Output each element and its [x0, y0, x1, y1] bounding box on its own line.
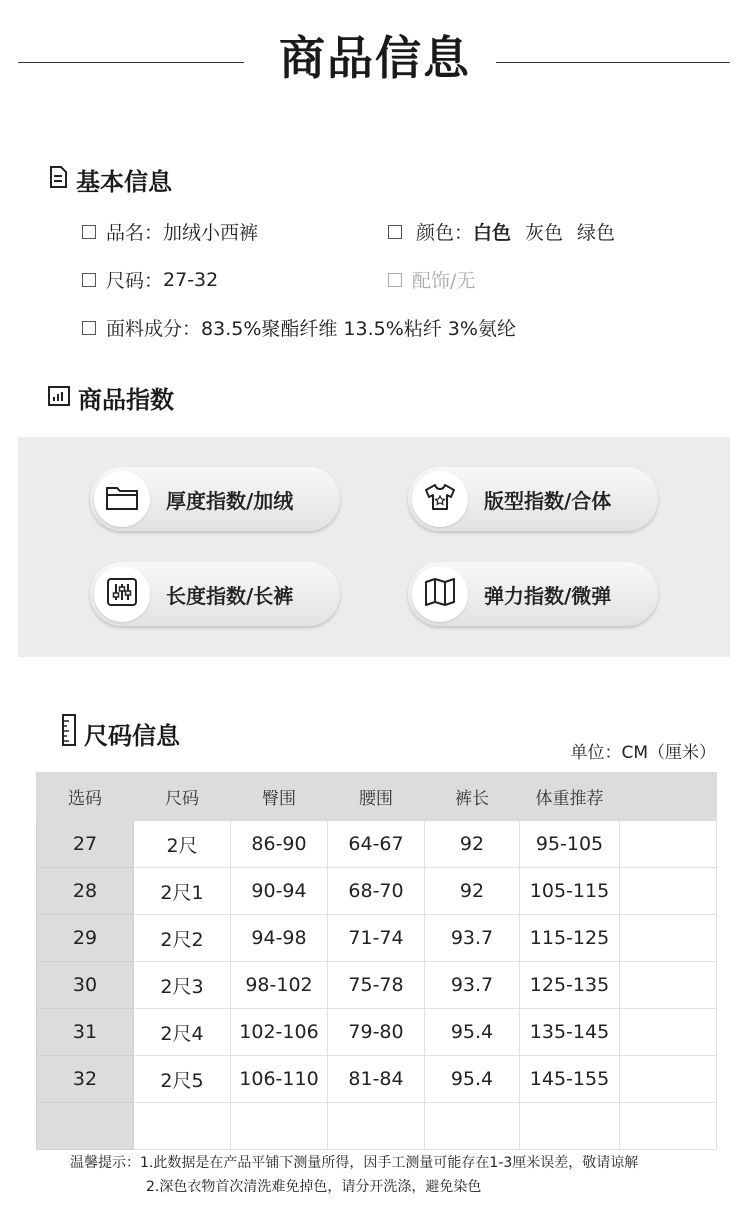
- column-header: 臀围: [231, 773, 328, 821]
- table-cell: 64-67: [328, 821, 425, 868]
- size-value: 27-32: [163, 268, 219, 291]
- table-cell: 95-105: [520, 821, 620, 868]
- table-cell: [620, 1056, 717, 1103]
- column-header: 尺码: [134, 773, 231, 821]
- unit-label: 单位：CM（厘米）: [570, 743, 716, 763]
- table-cell: 79-80: [328, 1009, 425, 1056]
- table-cell: 2尺1: [134, 868, 231, 915]
- fabric-value: 83.5%聚酯纤维 13.5%粘纤 3%氨纶: [201, 318, 516, 340]
- fabric-label: 面料成分：: [106, 318, 202, 340]
- table-cell: 29: [37, 915, 134, 962]
- table-cell: [328, 1103, 425, 1150]
- table-row: [37, 821, 717, 868]
- table-cell: [620, 1103, 717, 1150]
- table-cell: 68-70: [328, 868, 425, 915]
- elasticity-index-pill: [408, 562, 658, 626]
- table-cell: 135-145: [520, 1009, 620, 1056]
- table-cell: [620, 821, 717, 868]
- thickness-index-pill: [90, 467, 340, 531]
- product-index-heading: [48, 380, 174, 415]
- color-label: 颜色：: [416, 222, 474, 244]
- checkbox-icon: [82, 225, 96, 239]
- table-cell: 71-74: [328, 915, 425, 962]
- table-cell: 93.7: [425, 915, 520, 962]
- table-cell: 2尺: [134, 821, 231, 868]
- accessory-row: [388, 266, 475, 293]
- tip-text-2: 2.深色衣物首次清洗难免掉色，请分开洗涤，避免染色: [146, 1179, 482, 1195]
- table-cell: 125-135: [520, 962, 620, 1009]
- table-cell: 95.4: [425, 1009, 520, 1056]
- fit-index-pill: [408, 467, 658, 531]
- table-cell: 2尺5: [134, 1056, 231, 1103]
- basic-info-heading: [48, 162, 172, 197]
- size-row: [82, 266, 218, 293]
- bar-chart-icon: [48, 384, 78, 412]
- page-title: 商品信息: [279, 31, 471, 85]
- product-index-heading-text: 商品指数: [78, 386, 174, 414]
- table-cell: 95.4: [425, 1056, 520, 1103]
- column-header: [620, 773, 717, 821]
- product-name-row: [82, 218, 258, 245]
- table-cell: 30: [37, 962, 134, 1009]
- table-cell: 145-155: [520, 1056, 620, 1103]
- product-name-label: 品名：: [106, 222, 164, 244]
- length-index-pill: [90, 562, 340, 626]
- table-cell: 90-94: [231, 868, 328, 915]
- table-cell: 75-78: [328, 962, 425, 1009]
- basic-info-heading-text: 基本信息: [76, 168, 172, 196]
- thickness-index-label: 厚度指数/加绒: [166, 488, 294, 513]
- size-label: 尺码：: [106, 270, 164, 292]
- table-cell: 28: [37, 868, 134, 915]
- table-cell: 94-98: [231, 915, 328, 962]
- table-cell: 81-84: [328, 1056, 425, 1103]
- table-cell: 2尺4: [134, 1009, 231, 1056]
- color-gray: 灰色: [525, 222, 564, 244]
- size-table: [36, 772, 717, 1150]
- table-cell: 93.7: [425, 962, 520, 1009]
- table-cell: 92: [425, 868, 520, 915]
- tshirt-icon: [424, 483, 456, 515]
- tip-line-1: [70, 1152, 638, 1172]
- table-row: [37, 1103, 717, 1150]
- size-info-heading: [62, 714, 180, 752]
- length-index-label: 长度指数/长裤: [166, 583, 294, 608]
- table-cell: [620, 962, 717, 1009]
- column-header: 体重推荐: [520, 773, 620, 821]
- fit-index-label: 版型指数/合体: [484, 488, 612, 513]
- table-cell: 27: [37, 821, 134, 868]
- table-cell: 102-106: [231, 1009, 328, 1056]
- tip-prefix: 温馨提示：: [70, 1155, 140, 1171]
- table-cell: 106-110: [231, 1056, 328, 1103]
- product-name-value: 加绒小西裤: [163, 222, 259, 244]
- table-cell: [425, 1103, 520, 1150]
- table-cell: 31: [37, 1009, 134, 1056]
- checkbox-icon: [388, 225, 402, 239]
- table-row: [37, 915, 717, 962]
- color-green: 绿色: [577, 222, 616, 244]
- table-cell: 2尺2: [134, 915, 231, 962]
- index-panel: [18, 437, 730, 657]
- tip-text-1: 1.此数据是在产品平铺下测量所得，因手工测量可能存在1-3厘米误差，敬请谅解: [140, 1155, 639, 1171]
- table-row: [37, 868, 717, 915]
- sliders-icon: [106, 577, 138, 611]
- accessory-value: 配饰/无: [412, 270, 476, 292]
- table-row: [37, 1056, 717, 1103]
- map-icon: [424, 577, 456, 611]
- folder-icon: [105, 483, 139, 515]
- tip-line-2: [146, 1176, 481, 1196]
- table-cell: 32: [37, 1056, 134, 1103]
- table-cell: 115-125: [520, 915, 620, 962]
- table-cell: [520, 1103, 620, 1150]
- ruler-icon: [62, 714, 84, 752]
- table-cell: [37, 1103, 134, 1150]
- size-info-heading-text: 尺码信息: [84, 721, 180, 750]
- table-cell: [620, 915, 717, 962]
- table-cell: 92: [425, 821, 520, 868]
- column-header: 腰围: [328, 773, 425, 821]
- checkbox-icon: [82, 273, 96, 287]
- table-cell: 105-115: [520, 868, 620, 915]
- checkbox-icon: [388, 273, 402, 287]
- table-row: [37, 1009, 717, 1056]
- table-cell: 98-102: [231, 962, 328, 1009]
- column-header: 裤长: [425, 773, 520, 821]
- color-white: 白色: [473, 222, 512, 244]
- column-header: 选码: [37, 773, 134, 821]
- document-icon: [48, 166, 76, 194]
- table-cell: [134, 1103, 231, 1150]
- elasticity-index-label: 弹力指数/微弹: [484, 583, 612, 608]
- color-row: [388, 218, 629, 245]
- table-cell: 2尺3: [134, 962, 231, 1009]
- table-cell: [231, 1103, 328, 1150]
- table-row: [37, 962, 717, 1009]
- checkbox-icon: [82, 321, 96, 335]
- table-cell: [620, 868, 717, 915]
- table-cell: [620, 1009, 717, 1056]
- fabric-row: [82, 314, 516, 341]
- table-cell: 86-90: [231, 821, 328, 868]
